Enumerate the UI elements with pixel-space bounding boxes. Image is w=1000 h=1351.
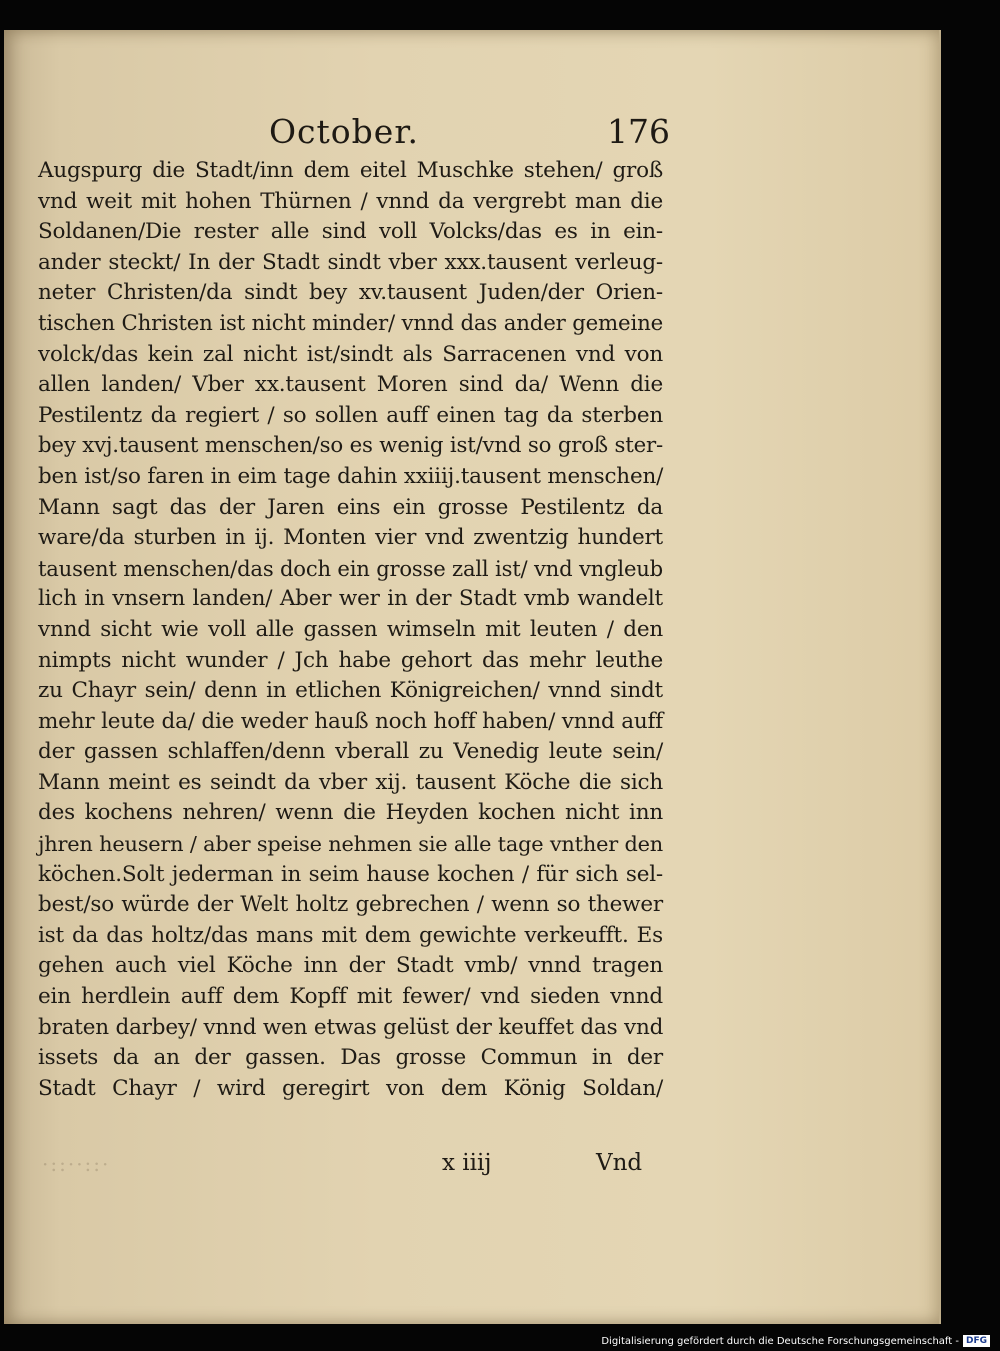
text-line: Stadt Chayr / wird geregirt von dem König Soldan/ (38, 1075, 663, 1101)
text-line: köchen.Solt jederman in seim hause kochen / für sich sel- (38, 861, 663, 887)
text-line: ware/da sturben in ij. Monten vier vnd zwentzig hundert (38, 525, 663, 551)
text-line: lich in vnsern landen/ Aber wer in der Stadt vmb wandelt (38, 586, 663, 612)
text-line: Mann sagt das der Jaren eins ein grosse Pestilentz da (38, 494, 663, 520)
text-line: bey xvj.tausent menschen/so es wenig ist/vnd so groß ster- (38, 433, 663, 459)
funding-credit: Digitalisierung gefördert durch die Deutsche Forschungsgemeinschaft - (601, 1335, 959, 1347)
text-line: Soldanen/Die rester alle sind voll Volcks/das es in ein- (38, 219, 663, 245)
page-number: 176 (607, 112, 670, 151)
digitization-footer (601, 1334, 990, 1348)
text-line: ein herdlein auff dem Kopff mit fewer/ vnd sieden vnnd (38, 984, 663, 1010)
text-line: braten darbey/ vnnd wen etwas gelüst der keuffet das vnd (38, 1014, 664, 1040)
text-line: nimpts nicht wunder / Jch habe gehort das mehr leuthe (38, 647, 663, 673)
text-line: vnd weit mit hohen Thürnen / vnnd da vergrebt man die (38, 188, 663, 214)
text-line: zu Chayr sein/ denn in etlichen Königreichen/ vnnd sindt (38, 678, 663, 704)
text-line: issets da an der gassen. Das grosse Commun in der (38, 1045, 663, 1071)
catchword: Vnd (596, 1150, 643, 1176)
signature-mark: x iiij (442, 1150, 492, 1176)
body-text (38, 156, 663, 1104)
book-page (4, 30, 941, 1324)
dfg-logo-icon: DFG (963, 1335, 990, 1347)
text-line: tischen Christen ist nicht minder/ vnnd das ander gemeine (38, 310, 663, 336)
text-line: best/so würde der Welt holtz gebrechen / wenn so thewer (38, 892, 663, 918)
text-line: des kochens nehren/ wenn die Heyden kochen nicht inn (38, 800, 663, 826)
text-line: ander steckt/ In der Stadt sindt vber xxx.tausent verleug- (38, 249, 663, 275)
text-line: der gassen schlaffen/denn vberall zu Venedig leute sein/ (38, 739, 663, 765)
show-through-ink: ﻿·::··::· (42, 1152, 111, 1176)
text-line: neter Christen/da sindt bey xv.tausent Juden/der Orien- (38, 280, 663, 306)
text-line: tausent menschen/das doch ein grosse zall ist/ vnd vngleub (38, 555, 663, 581)
text-line: gehen auch viel Köche inn der Stadt vmb/ vnnd tragen (38, 953, 663, 979)
text-line: ist da das holtz/das mans mit dem gewichte verkeufft. Es (38, 922, 663, 948)
text-line: ben ist/so faren in eim tage dahin xxiiij.tausent menschen/ (38, 463, 664, 489)
text-line: jhren heusern / aber speise nehmen sie alle tage vnther den (38, 832, 663, 857)
text-line: mehr leute da/ die weder hauß noch hoff haben/ vnnd auff (38, 708, 663, 734)
text-line: allen landen/ Vber xx.tausent Moren sind da/ Wenn die (38, 372, 663, 398)
running-head: October. (269, 112, 419, 151)
text-line: vnnd sicht wie voll alle gassen wimseln mit leuten / den (38, 616, 663, 642)
text-line: Augspurg die Stadt/inn dem eitel Muschke stehen/ groß (38, 158, 663, 183)
text-line: volck/das kein zal nicht ist/sindt als Sarracenen vnd von (38, 341, 663, 367)
text-line: Pestilentz da regiert / so sollen auff einen tag da sterben (38, 402, 663, 428)
text-line: Mann meint es seindt da vber xij. tausent Köche die sich (38, 769, 663, 795)
